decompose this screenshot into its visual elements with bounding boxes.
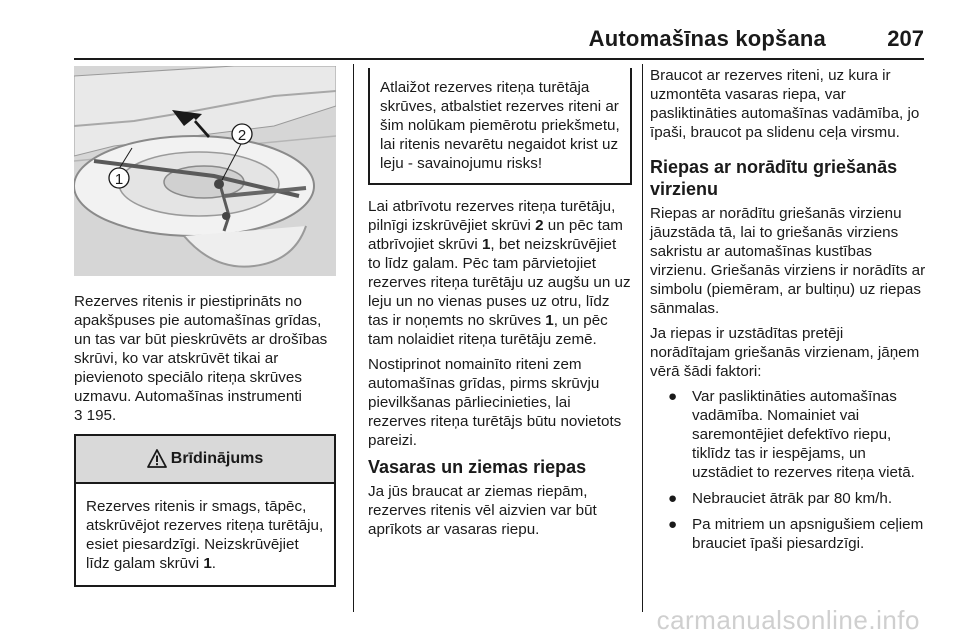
warning-box <box>74 434 336 587</box>
spare-wheel-drawing <box>74 66 336 276</box>
watermark: carmanualsonline.info <box>656 605 920 635</box>
section-heading-directional-tyres: Riepas ar norādītu griešanās virzienu <box>650 157 898 199</box>
release-instructions: Lai atbrīvotu rezerves riteņa turētāju, pilnīgi izskrūvējiet skrūvi 2 un pēc tam atbrīvojiet skrūvi 1, bet neizskrūvējiet to līdz galam. Pēc tam pārvietojiet rezerves riteņa turētāju uz augšu un uz leju un no vienas puses uz otru, līdz tas ir noņemts no skrūves 1, un pēc tam nolaidiet riteņa turētāju zemē. <box>368 198 631 348</box>
page-reference: 3 195. <box>74 407 117 424</box>
warning-title: Brīdinājums <box>170 450 264 467</box>
warning-text: Rezerves ritenis ir smags, tāpēc, atskrūvējot rezerves riteņa turētāju, esiet piesardzīgi. Neizskrūvējiet līdz galam skrūvi 1. <box>86 498 324 572</box>
bullet-icon: ● <box>668 388 678 405</box>
warning-body <box>76 484 334 585</box>
factors-list <box>650 387 926 553</box>
warning-continued-text: Atlaižot rezerves riteņa turētāja skrūves, atbalstiet rezerves riteni ar šim nolūkam piemērotu priekšmetu, lai ritenis nevarētu negaidot krist uz leju - savainojumu risks! <box>380 79 620 172</box>
spare-wheel-illustration <box>74 66 336 276</box>
wrong-direction-text: Ja riepas ir uzstādītas pretēji norādītajam griešanās virzienam, jāņem vērā šādi faktori: <box>650 325 920 380</box>
handling-text: Braucot ar rezerves riteni, uz kura ir uzmontēta vasaras riepa, var pasliktināties automašīnas vadāmība, jo īpaši, braucot pa slidenu ceļa virsmu. <box>650 67 920 141</box>
column-divider-1 <box>353 64 354 612</box>
bullet-icon: ● <box>668 516 678 533</box>
column-divider-2 <box>642 64 643 612</box>
warning-triangle-icon <box>147 449 167 469</box>
refit-instructions: Nostiprinot nomainīto riteni zem automašīnas grīdas, pirms skrūvju pievilkšanas pārliecinieties, lai rezerves riteņa turētājs būtu novietots pareizi. <box>368 356 622 449</box>
header-rule <box>74 58 924 60</box>
summer-winter-text: Ja jūs braucat ar ziemas riepām, rezerves ritenis vēl aizvien var būt aprīkots ar vasaras riepu. <box>368 483 597 538</box>
bullet-icon: ● <box>668 490 678 507</box>
section-heading-summer-winter: Vasaras un ziemas riepas <box>368 457 587 477</box>
column-2 <box>368 64 632 545</box>
warning-box-continued <box>368 68 632 185</box>
page-number: 207 <box>887 26 924 51</box>
callout-1: 1 <box>114 171 124 188</box>
list-item: ● Var pasliktināties automašīnas vadāmība. Nomainiet vai saremontējiet defektīvo riepu, tiklīdz tas ir iespējams, un uzstādiet to rezerves riteņa vietā. <box>668 388 915 481</box>
warning-header <box>76 436 334 484</box>
directional-tyres-text: Riepas ar norādītu griešanās virzienu jāuzstāda tā, lai to griešanās virziens sakristu ar automašīnas kustības virzienu. Griešanās virziens ir norādīts ar simbolu (piemēram, ar bultiņu) uz riepas sānmalas. <box>650 205 926 317</box>
page-title: Automašīnas kopšana <box>588 26 826 51</box>
list-item: ● Nebrauciet ātrāk par 80 km/h. <box>668 490 893 507</box>
page-header <box>74 26 924 56</box>
column-3 <box>650 64 926 560</box>
spare-wheel-description: Rezerves ritenis ir piestiprināts no apakšpuses pie automašīnas grīdas, un tas var būt pieskrūvēts ar drošības skrūvi, ko var atskrūvēt tikai ar pievienoto speciālo riteņa skrūves uzmavu. Automašīnas instrumenti 3 195. <box>74 293 328 424</box>
callout-2: 2 <box>237 127 247 144</box>
list-item: ● Pa mitriem un apsnigušiem ceļiem brauciet īpaši piesardzīgi. <box>668 516 924 552</box>
column-1 <box>74 64 336 587</box>
